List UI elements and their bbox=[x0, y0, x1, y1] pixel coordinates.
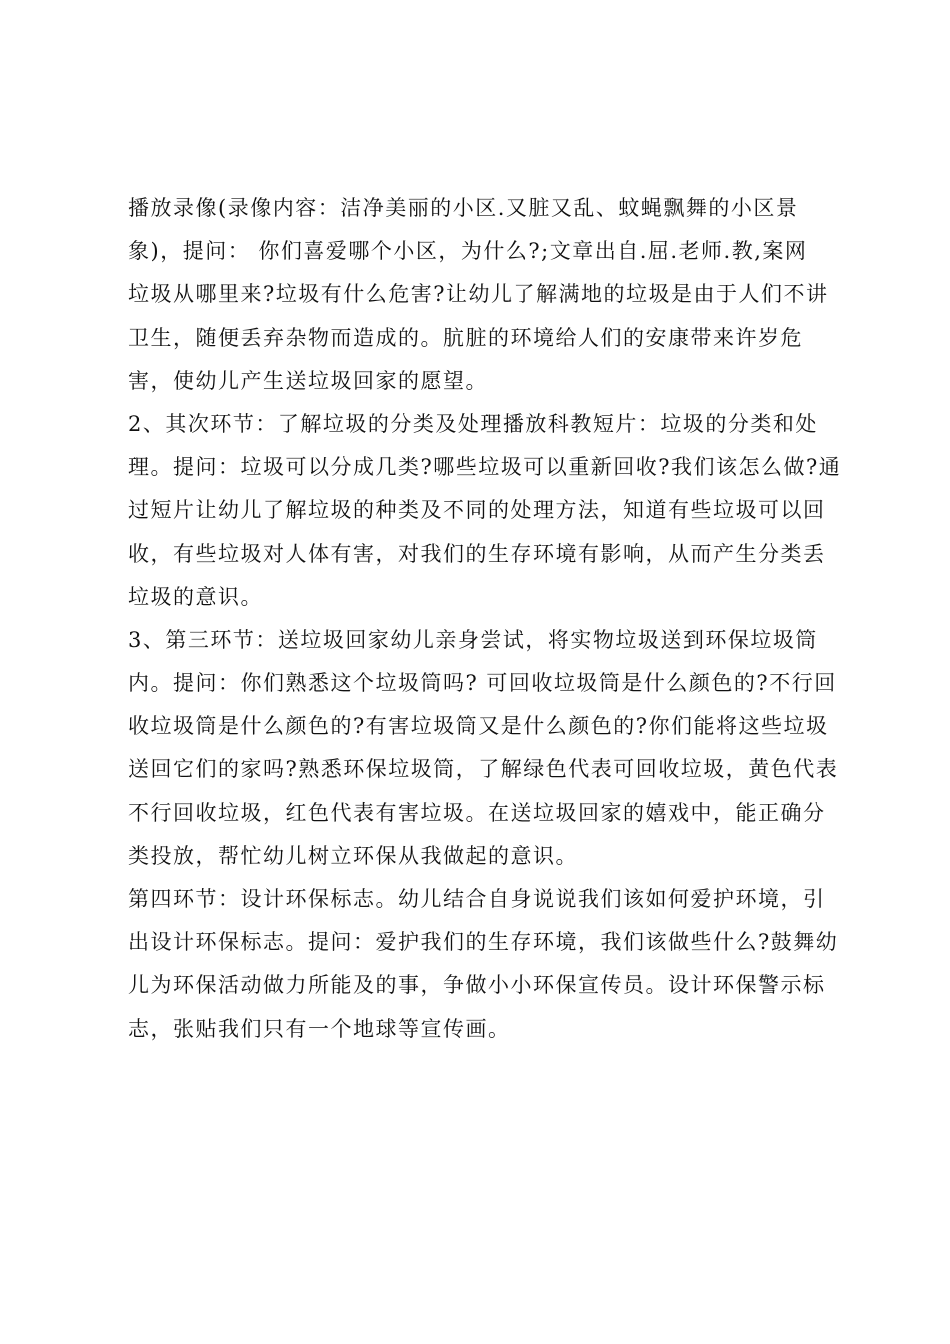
text-line: 儿为环保活动做力所能及的事，争做小小环保宣传员。设计环保警示标 bbox=[128, 973, 826, 998]
paragraph-step-4 bbox=[128, 878, 839, 1051]
text-line: 垃圾从哪里来?垃圾有什么危害?让幼儿了解满地的垃圾是由于人们不讲 bbox=[128, 282, 829, 307]
text-line: 类投放，帮忙幼儿树立环保从我做起的意识。 bbox=[128, 843, 578, 868]
text-line: 第四环节：设计环保标志。幼儿结合自身说说我们该如何爱护环境，引 bbox=[128, 887, 826, 911]
text-line: 志，张贴我们只有一个地球等宣传画。 bbox=[128, 1016, 511, 1041]
text-line: 过短片让幼儿了解垃圾的种类及不同的处理方法，知道有些垃圾可以回 bbox=[128, 498, 826, 523]
text-line: 送回它们的家吗?熟悉环保垃圾筒，了解绿色代表可回收垃圾，黄色代表 bbox=[128, 757, 839, 782]
text-line: 不行回收垃圾，红色代表有害垃圾。在送垃圾回家的嬉戏中，能正确分 bbox=[128, 800, 826, 825]
text-line: 害，使幼儿产生送垃圾回家的愿望。 bbox=[128, 368, 488, 393]
text-line: 收，有些垃圾对人体有害，对我们的生存环境有影响，从而产生分类丢 bbox=[128, 541, 826, 566]
paragraph-step-2 bbox=[128, 403, 842, 619]
text-line: 垃圾的意识。 bbox=[128, 584, 263, 609]
text-line: 卫生，随便丢弃杂物而造成的。肮脏的环境给人们的安康带来许岁危 bbox=[128, 325, 803, 350]
text-line: 理。提问：垃圾可以分成几类?哪些垃圾可以重新回收?我们该怎么做?通 bbox=[128, 455, 842, 480]
text-line: 2、其次环节：了解垃圾的分类及处理播放科教短片：垃圾的分类和处 bbox=[128, 411, 818, 436]
text-line: 出设计环保标志。提问：爱护我们的生存环境，我们该做些什么?鼓舞幼 bbox=[128, 930, 839, 955]
text-line: 内。提问：你们熟悉这个垃圾筒吗? 可回收垃圾筒是什么颜色的?不行回 bbox=[128, 671, 837, 696]
text-line: 3、第三环节：送垃圾回家幼儿亲身尝试，将实物垃圾送到环保垃圾筒 bbox=[128, 627, 818, 652]
text-line: 象)，提问： 你们喜爱哪个小区，为什么?;文章出自.屈.老师.教,案网 bbox=[128, 239, 808, 264]
text-line: 收垃圾筒是什么颜色的?有害垃圾筒又是什么颜色的?你们能将这些垃圾 bbox=[128, 714, 829, 739]
text-line: 播放录像(录像内容：洁净美丽的小区.又脏又乱、蚊蝇飘舞的小区景 bbox=[128, 196, 799, 220]
paragraph-step-3 bbox=[128, 619, 839, 878]
document-body bbox=[128, 187, 842, 1051]
paragraph-intro bbox=[128, 187, 832, 403]
